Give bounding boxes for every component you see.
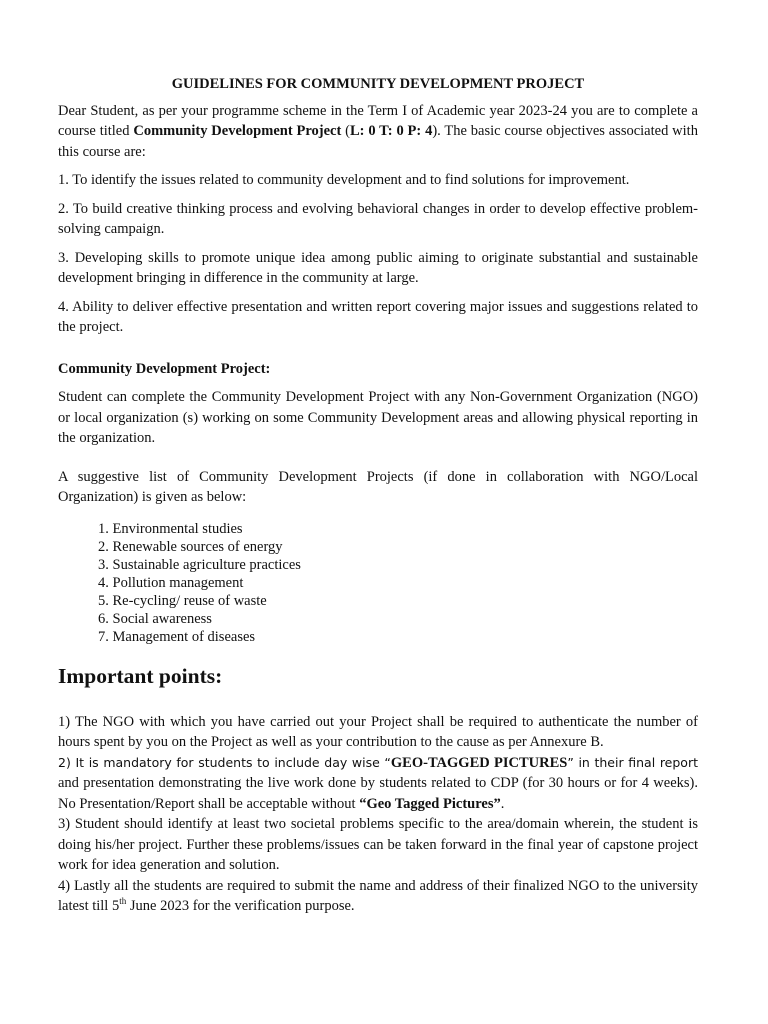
intro-text-2: ( <box>341 123 350 139</box>
objective-1: 1. To identify the issues related to community development and to find solutions for improvement. <box>58 172 630 188</box>
point-4-text-a: 4) Lastly all the students are required to submit the name and address of their finalized NGO to the university latest till 5 <box>58 877 698 914</box>
point-1: 1) The NGO with which you have carried out your Project shall be required to authenticate the number of hours spent by you on the Project as well as your contribution to the cause as per Annexure B. <box>58 713 698 750</box>
objective-4: 4. Ability to deliver effective presentation and written report covering major issues and suggestions related to the project. <box>58 298 698 335</box>
list-item: 5. Re-cycling/ reuse of waste <box>98 592 267 609</box>
point-2 <box>58 753 698 815</box>
list-item: 7. Management of diseases <box>98 628 256 645</box>
point-4 <box>58 876 698 917</box>
cdp-paragraph-1: Student can complete the Community Development Project with any Non-Government Organization (NGO) or local organization (s) working on some Community Development areas and allowing physical reporting in the organization. <box>58 389 698 446</box>
list-item: 1. Environmental studies <box>98 520 243 537</box>
intro-paragraph <box>58 101 698 163</box>
point-2-text-a: 2) It is mandatory for students to include day wise “ <box>58 754 391 770</box>
intro-text-1: Dear Student, as per your programme scheme in the Term I of Academic year 2023-24 you are to complete a course titled <box>58 102 698 139</box>
objective-3: 3. Developing skills to promote unique idea among public aiming to originate substantial and sustainable development bringing in difference in the community at large. <box>58 249 698 286</box>
point-2-text-c: and presentation demonstrating the live work done by students related to CDP (for 30 hours or for 4 weeks). No Presentation/Report shall be acceptable without <box>58 775 698 812</box>
important-heading: Important points: <box>58 663 223 688</box>
geo-tagged-pictures: “Geo Tagged Pictures” <box>359 795 501 812</box>
document-page <box>58 74 698 917</box>
ordinal-suffix: th <box>119 896 127 907</box>
course-ltp: L: 0 T: 0 P: 4 <box>350 123 433 139</box>
course-name: Community Development Project <box>133 123 342 139</box>
point-2-text-d: . <box>500 795 505 812</box>
project-list <box>58 520 698 646</box>
point-3: 3) Student should identify at least two societal problems specific to the area/domain wherein, the student is doing his/her project. Further these problems/issues can be taken forward in the final year of capstone project work for idea generation and solution. <box>58 816 698 873</box>
list-item: 6. Social awareness <box>98 610 212 627</box>
point-4-text-b: June 2023 for the verification purpose. <box>126 898 355 914</box>
list-item: 3. Sustainable agriculture practices <box>98 556 301 573</box>
cdp-heading: Community Development Project: <box>58 360 271 377</box>
important-points <box>58 712 698 917</box>
point-2-text-b: ” in their final report <box>567 754 698 770</box>
list-item: 4. Pollution management <box>98 574 244 591</box>
objective-2: 2. To build creative thinking process and evolving behavioral changes in order to develop effective problem-solving campaign. <box>58 200 698 237</box>
cdp-paragraph-2: A suggestive list of Community Development Projects (if done in collaboration with NGO/Local Organization) is given as below: <box>58 468 698 505</box>
intro-text-3: ). The basic course objectives associated with this course are: <box>58 123 698 160</box>
document-title: GUIDELINES FOR COMMUNITY DEVELOPMENT PROJECT <box>171 76 585 92</box>
geo-tagged-pictures-caps: GEO-TAGGED PICTURES <box>390 754 568 771</box>
list-item: 2. Renewable sources of energy <box>98 538 283 555</box>
